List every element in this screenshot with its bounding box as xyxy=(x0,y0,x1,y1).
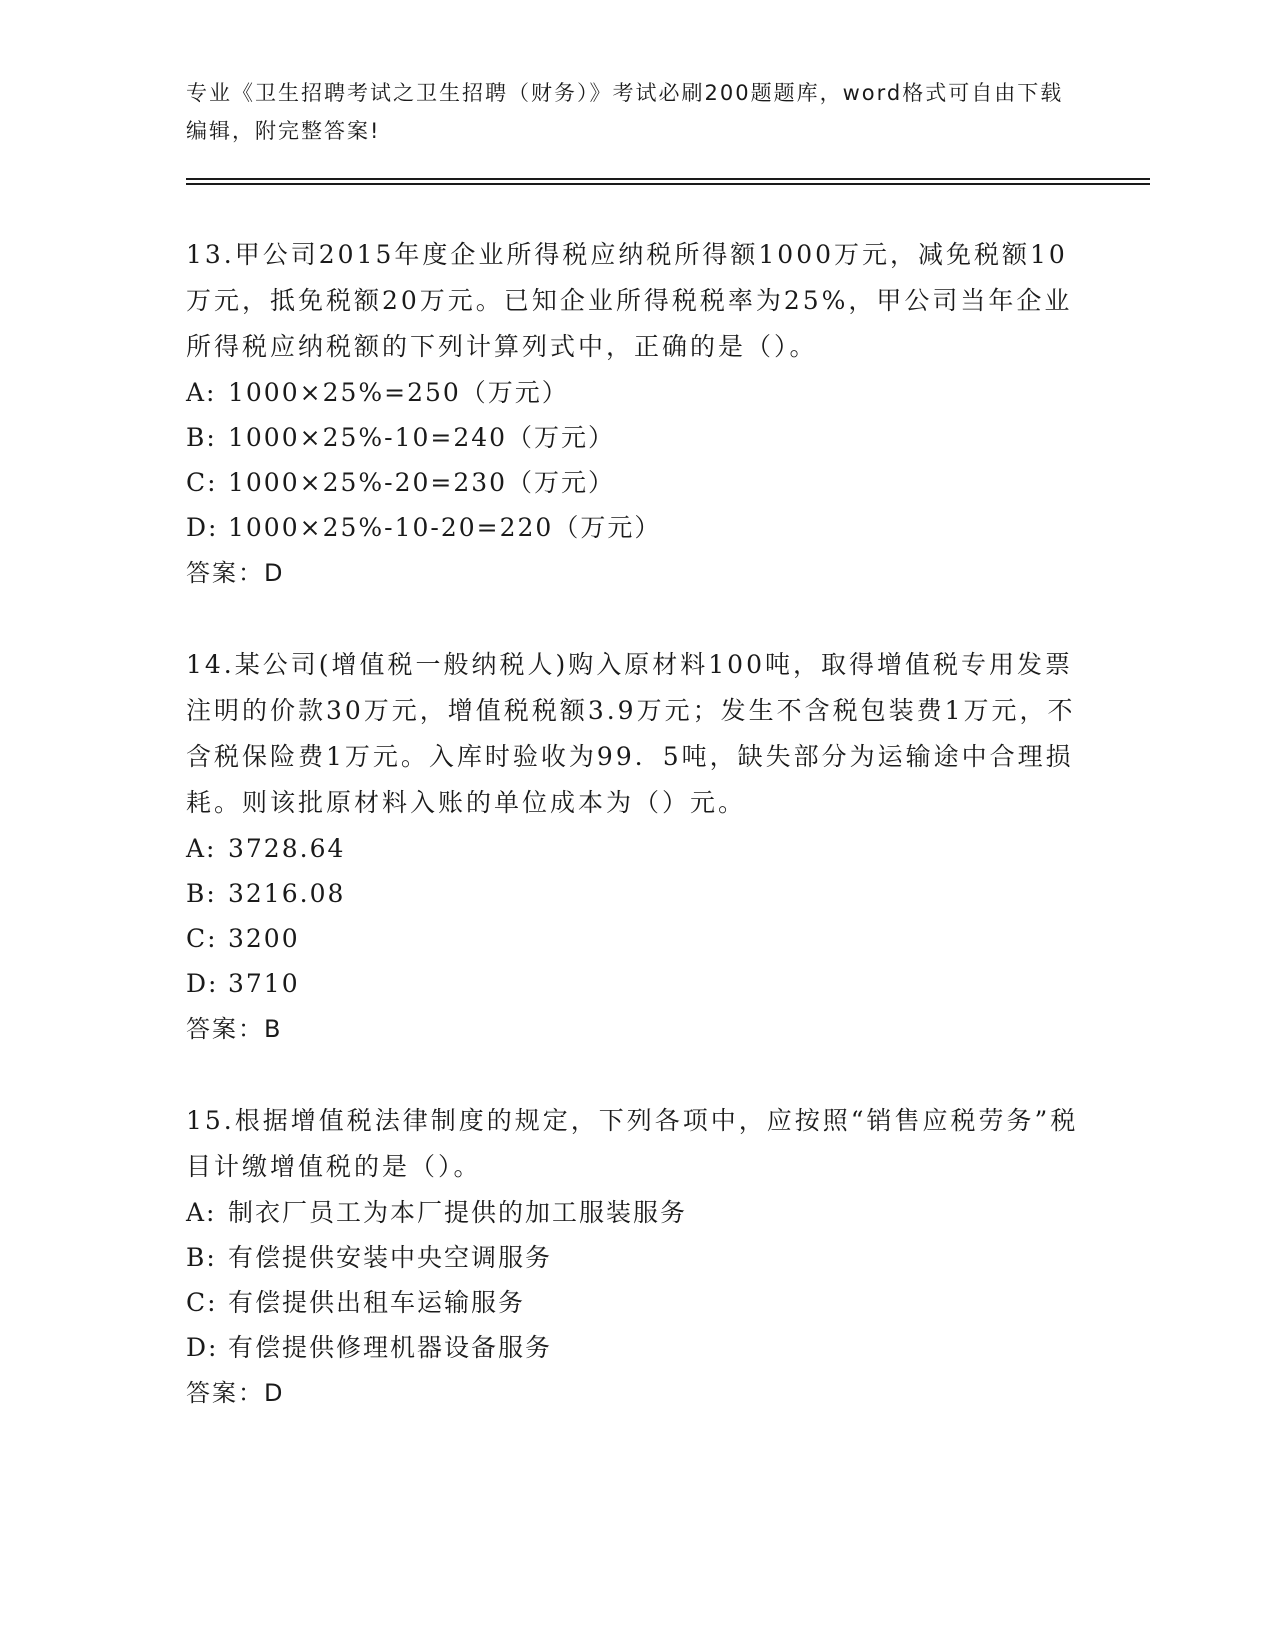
option-letter: A: xyxy=(186,834,217,863)
header-rule-bottom xyxy=(186,183,1150,185)
option-text: 有偿提供修理机器设备服务 xyxy=(228,1333,553,1362)
question-14 xyxy=(186,642,1086,1052)
option-letter: B: xyxy=(186,1243,217,1272)
option-letter: D: xyxy=(186,1333,219,1362)
option-b xyxy=(186,871,1086,916)
option-text: 制衣厂员工为本厂提供的加工服装服务 xyxy=(228,1198,688,1227)
option-text: 有偿提供安装中央空调服务 xyxy=(228,1243,553,1272)
option-c xyxy=(186,460,1086,505)
option-text: 1000×25%=250（万元） xyxy=(228,378,569,407)
question-15 xyxy=(186,1098,1086,1416)
option-b xyxy=(186,1235,1086,1280)
option-c xyxy=(186,1280,1086,1325)
option-text: 3200 xyxy=(228,924,300,953)
option-letter: D: xyxy=(186,969,219,998)
option-letter: C: xyxy=(186,924,218,953)
option-text: 1000×25%-10-20=220（万元） xyxy=(228,513,662,542)
answer-line: 答案：D xyxy=(186,559,285,587)
option-letter: C: xyxy=(186,1288,218,1317)
question-stem: 14.某公司(增值税一般纳税人)购入原材料100吨，取得增值税专用发票注明的价款30万元，增值税税额3.9万元；发生不含税包装费1万元，不含税保险费1万元。入库时验收为99．5吨，缺失部分为运输途中合理损耗。则该批原材料入账的单位成本为（）元。 xyxy=(186,650,1076,817)
option-d xyxy=(186,961,1086,1006)
header-rule-top xyxy=(186,178,1150,180)
document-header: 专业《卫生招聘考试之卫生招聘（财务）》考试必刷200题题库，word格式可自由下载编辑，附完整答案! xyxy=(186,81,1064,143)
option-letter: D: xyxy=(186,513,219,542)
option-text: 1000×25%-20=230（万元） xyxy=(228,468,616,497)
option-d xyxy=(186,505,1086,550)
answer-line: 答案：D xyxy=(186,1379,285,1407)
option-letter: A: xyxy=(186,1198,217,1227)
option-letter: A: xyxy=(186,378,217,407)
option-text: 有偿提供出租车运输服务 xyxy=(228,1288,526,1317)
option-text: 3216.08 xyxy=(228,879,346,908)
question-stem: 15.根据增值税法律制度的规定，下列各项中，应按照“销售应税劳务”税目计缴增值税的是（）。 xyxy=(186,1106,1079,1181)
question-13 xyxy=(186,232,1086,596)
question-stem: 13.甲公司2015年度企业所得税应纳税所得额1000万元，减免税额10万元，抵免税额20万元。已知企业所得税税率为25%，甲公司当年企业所得税应纳税额的下列计算列式中，正确的是（）。 xyxy=(186,240,1073,361)
option-text: 1000×25%-10=240（万元） xyxy=(228,423,616,452)
option-text: 3728.64 xyxy=(228,834,346,863)
option-a xyxy=(186,370,1086,415)
option-letter: C: xyxy=(186,468,218,497)
option-letter: B: xyxy=(186,879,217,908)
option-letter: B: xyxy=(186,423,217,452)
option-a xyxy=(186,826,1086,871)
option-d xyxy=(186,1325,1086,1370)
answer-line: 答案：B xyxy=(186,1015,283,1043)
option-a xyxy=(186,1190,1086,1235)
option-b xyxy=(186,415,1086,460)
option-text: 3710 xyxy=(228,969,300,998)
option-c xyxy=(186,916,1086,961)
